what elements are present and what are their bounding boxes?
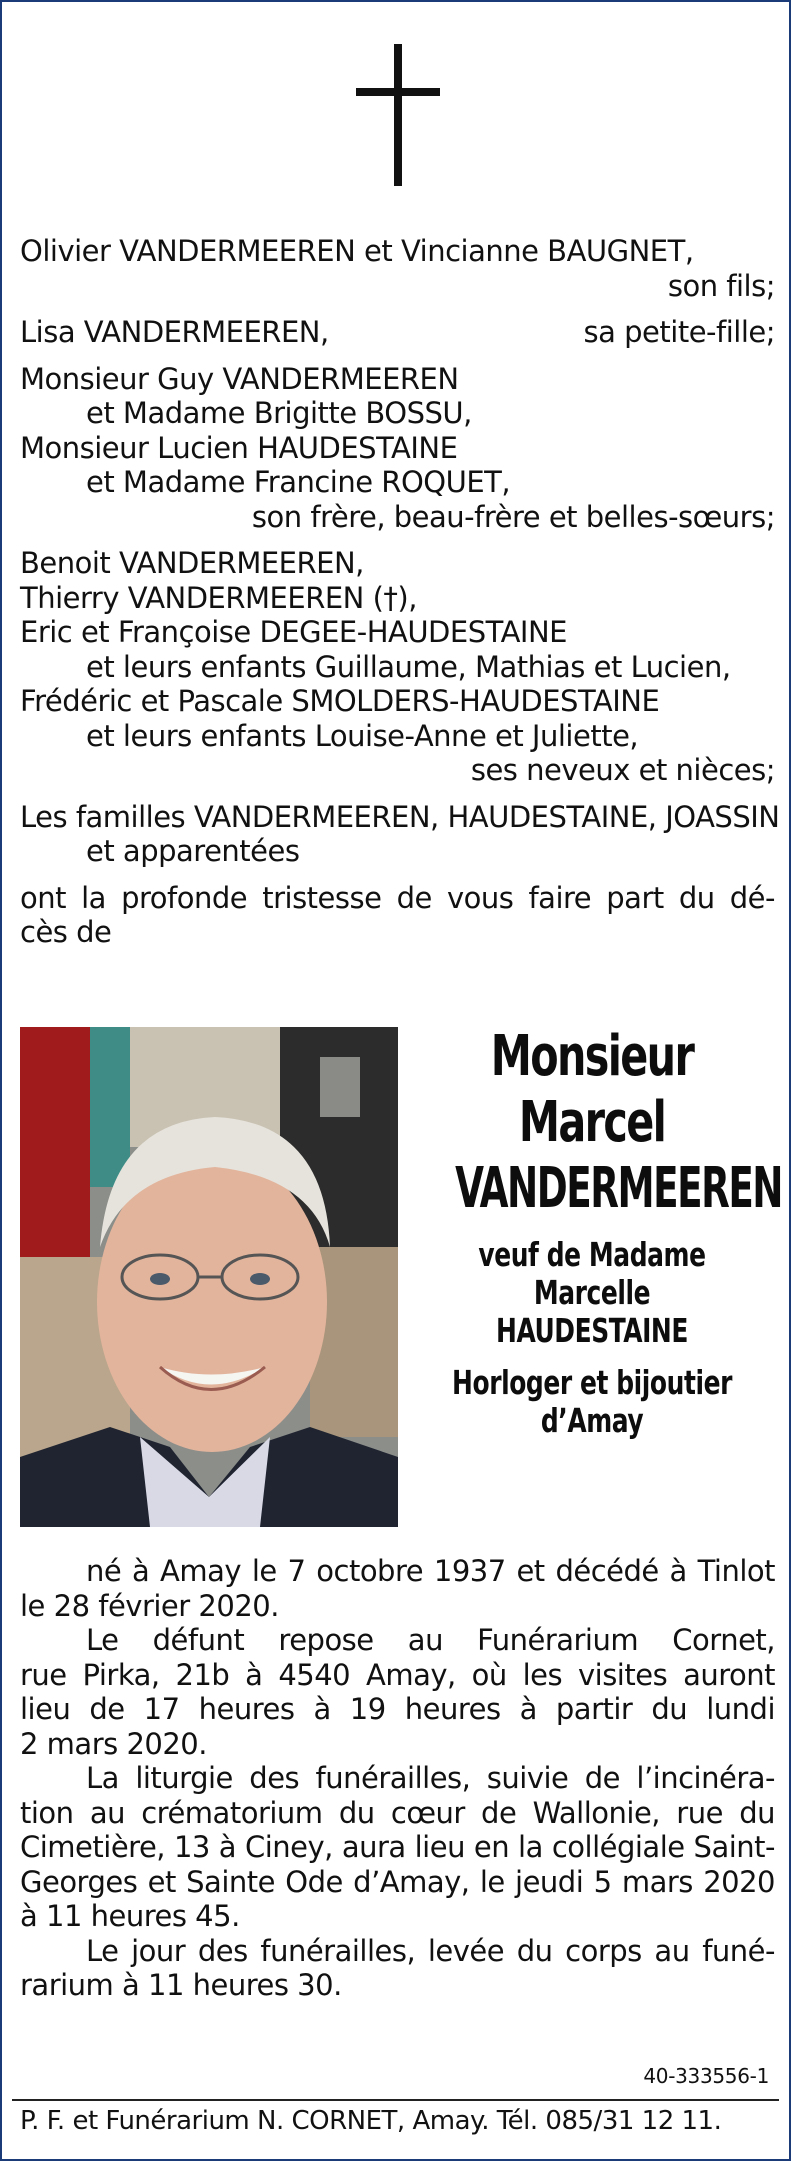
deceased-first-name: Marcel	[518, 1090, 666, 1155]
liturgy-line: tion au crématorium du cœur de Wallonie, rue du	[20, 1795, 775, 1830]
family-line: et leurs enfants Louise-Anne et Juliette,	[86, 718, 639, 753]
family-line: et leurs enfants Guillaume, Mathias et Lucien,	[86, 649, 731, 684]
family-line: Monsieur Lucien HAUDESTAINE	[20, 430, 458, 465]
liturgy-line: Georges et Sainte Ode d’Amay, le jeudi 5 mars 2020	[20, 1864, 775, 1899]
cross-icon	[356, 44, 440, 186]
widow-line: HAUDESTAINE	[495, 1311, 688, 1350]
family-line: Les familles VANDERMEEREN, HAUDESTAINE, JOASSIN	[20, 799, 780, 834]
widow-line: Marcelle	[533, 1273, 651, 1312]
funeral-line: Le jour des funérailles, levée du corps au funé-	[86, 1933, 775, 1968]
family-line: Eric et Françoise DEGEE-HAUDESTAINE	[20, 615, 567, 649]
reference-number: 40-333556-1	[643, 2064, 769, 2088]
family-line: et Madame Francine ROQUET,	[86, 465, 511, 499]
family-line: Thierry VANDERMEEREN (†),	[20, 580, 417, 615]
family-line: Frédéric et Pascale SMOLDERS-HAUDESTAINE	[20, 684, 660, 718]
family-relation: ses neveux et nièces;	[470, 753, 775, 787]
family-line: Olivier VANDERMEEREN et Vincianne BAUGNET,	[20, 234, 694, 268]
deceased-last-name: VANDERMEEREN	[455, 1156, 783, 1221]
divider	[12, 2099, 779, 2101]
deceased-photo	[20, 1027, 398, 1527]
announcement-line: ont la profonde tristesse de vous faire part du dé-	[20, 880, 775, 915]
family-line	[20, 315, 775, 350]
birth-line: né à Amay le 7 octobre 1937 et décédé à Tinlot	[86, 1554, 775, 1588]
family-relation: son frère, beau-frère et belles-sœurs;	[251, 499, 775, 534]
family-announcement	[20, 234, 780, 950]
deceased-name-block	[407, 1024, 783, 1440]
birth-line: le 28 février 2020.	[20, 1588, 279, 1623]
family-relation: sa petite-fille;	[583, 315, 775, 349]
funeral-home-footer: P. F. et Funérarium N. CORNET, Amay. Tél. 085/31 12 11.	[20, 2106, 722, 2136]
family-line: Monsieur Guy VANDERMEEREN	[20, 361, 459, 396]
family-name: Lisa VANDERMEEREN,	[20, 315, 329, 349]
liturgy-line: La liturgie des funérailles, suivie de l’incinéra-	[86, 1761, 775, 1795]
widow-line: veuf de Madame	[478, 1235, 706, 1274]
liturgy-line: Cimetière, 13 à Ciney, aura lieu en la collégiale Saint-	[20, 1830, 775, 1864]
family-line: et Madame Brigitte BOSSU,	[86, 396, 472, 430]
family-relation: son fils;	[667, 268, 775, 303]
visitation-line: 2 mars 2020.	[20, 1726, 207, 1761]
visitation-line: Le défunt repose au Funérarium Cornet,	[86, 1623, 775, 1657]
visitation-line: rue Pirka, 21b à 4540 Amay, où les visites auront	[20, 1657, 775, 1692]
profession-line: Horloger et bijoutier	[452, 1363, 732, 1402]
announcement-line: cès de	[20, 915, 112, 949]
visitation-line: lieu de 17 heures à 19 heures à partir du lundi	[20, 1692, 775, 1726]
family-line: et apparentées	[86, 834, 300, 868]
deceased-title: Monsieur	[490, 1024, 694, 1089]
details-block	[20, 1554, 775, 2003]
funeral-line: rarium à 11 heures 30.	[20, 1968, 342, 2002]
liturgy-line: à 11 heures 45.	[20, 1899, 240, 1933]
profession-line: d’Amay	[540, 1401, 644, 1440]
family-line: Benoit VANDERMEEREN,	[20, 546, 364, 580]
